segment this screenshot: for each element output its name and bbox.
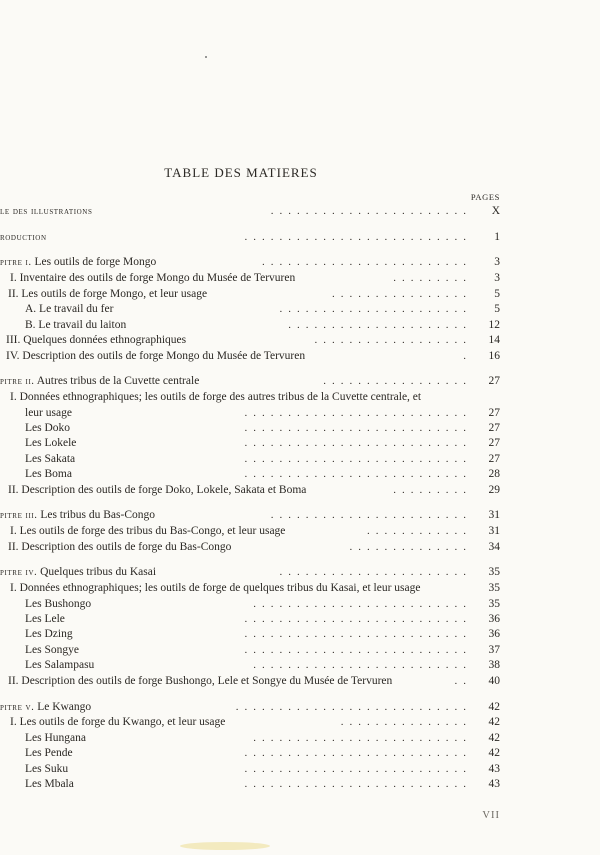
dot-leader: ............... [340, 716, 472, 728]
toc-entry-label: Les Mbala [25, 776, 78, 792]
toc-entry-label [0, 203, 96, 220]
toc-entry-page: 40 [488, 675, 500, 687]
toc-entry-heading: pitre i. [0, 257, 32, 268]
toc-entry-page: 34 [488, 541, 500, 553]
toc-entry [0, 745, 500, 761]
toc-entry-subtitle: Autres tribus de la Cuvette centrale [34, 375, 200, 387]
toc-entry [0, 203, 500, 219]
dot-leader: ................. [323, 375, 472, 387]
toc-entry-label: II. Les outils de forge Mongo, et leur usage [8, 286, 211, 302]
toc-entry-page: 12 [488, 319, 500, 331]
toc-entry [0, 761, 500, 777]
dot-leader: ......................... [253, 598, 472, 610]
dot-leader: ......... [393, 484, 472, 496]
toc-entry-label: I. Données ethnographiques; les outils de forge de quelques tribus du Kasai, et leur usage [10, 580, 425, 596]
toc-entry-page: 43 [488, 778, 500, 790]
toc-entry-page: 5 [494, 303, 500, 315]
toc-entry [0, 642, 500, 658]
toc-entry-page: 35 [488, 598, 500, 610]
toc-entry-heading: roduction [0, 232, 47, 243]
toc-entry-label [0, 507, 159, 524]
toc-entry-page: 37 [488, 644, 500, 656]
toc-entry-heading: le des illustrations [0, 206, 93, 217]
toc-entry [0, 611, 500, 627]
toc-entry [0, 539, 500, 555]
toc-entry-page: 27 [488, 375, 500, 387]
dot-leader: .............. [349, 541, 472, 553]
toc-entry-label: II. Description des outils de forge Doko, Lokele, Sakata et Boma [8, 482, 310, 498]
toc-entry-label: Les Sakata [25, 451, 79, 467]
toc-entry-label: Les Boma [25, 466, 76, 482]
dot-leader: .......................... [244, 644, 472, 656]
toc-entry-label: Les Doko [25, 420, 74, 436]
toc-entry-subtitle: Quelques tribus du Kasai [37, 566, 157, 578]
toc-entry-page: 42 [488, 701, 500, 713]
toc-entry [0, 254, 500, 270]
toc-entry-heading: pitre iv. [0, 567, 38, 578]
toc-entry [0, 405, 500, 421]
toc-entry-page: 27 [488, 407, 500, 419]
toc-entry-label: Les Pende [25, 745, 77, 761]
dot-leader: . [463, 350, 472, 362]
toc-entry [0, 286, 500, 302]
toc-entry-page: 27 [488, 453, 500, 465]
toc-entry-page: 31 [488, 509, 500, 521]
toc-entry-label [0, 564, 160, 581]
ink-speck [205, 56, 207, 58]
toc-entry-page: 42 [488, 732, 500, 744]
toc-entry-label: Les Suku [25, 761, 72, 777]
dot-leader: ........................ [262, 256, 472, 268]
toc-entry [0, 301, 500, 317]
toc-entry [0, 317, 500, 333]
dot-leader: ............ [367, 525, 472, 537]
toc-entry [0, 564, 500, 580]
toc-entry-label: III. Quelques données ethnographiques [6, 332, 190, 348]
toc-entry-page: 27 [488, 437, 500, 449]
dot-leader: .......................... [244, 437, 472, 449]
toc-entry-page: 28 [488, 468, 500, 480]
toc-entry-label: Les Lele [25, 611, 69, 627]
toc-entry-page: 36 [488, 628, 500, 640]
toc-entry-page: 42 [488, 716, 500, 728]
dot-leader: ......................... [253, 732, 472, 744]
dot-leader: ........................... [235, 701, 472, 713]
toc-entry-label: B. Le travail du laiton [25, 317, 130, 333]
toc-entry-page: 29 [488, 484, 500, 496]
toc-entry [0, 420, 500, 436]
toc-entry-page: 5 [494, 288, 500, 300]
paper-stain [180, 842, 270, 850]
dot-leader: .......................... [244, 422, 472, 434]
toc-entry [0, 580, 500, 596]
toc-entry-page: 16 [488, 350, 500, 362]
toc-entry [0, 482, 500, 498]
dot-leader: .......................... [244, 747, 472, 759]
toc-entry-label: Les Songye [25, 642, 83, 658]
toc-entry-label: II. Description des outils de forge Bushongo, Lele et Songye du Musée de Tervuren [8, 673, 396, 689]
toc-entry-subtitle: Les tribus du Bas-Congo [37, 509, 156, 521]
toc-entry [0, 389, 500, 405]
toc-entry [0, 523, 500, 539]
toc-entry [0, 348, 500, 364]
toc-entry-label: leur usage [25, 405, 76, 421]
toc-entry-page: 35 [488, 582, 500, 594]
dot-leader: ...................... [279, 303, 472, 315]
toc-entry [0, 776, 500, 792]
toc-entry [0, 451, 500, 467]
dot-leader: .................. [314, 334, 472, 346]
page-title: TABLE DES MATIERES [164, 165, 318, 180]
dot-leader: ...................... [279, 566, 472, 578]
toc-entry [0, 626, 500, 642]
toc-entry-page: 3 [494, 256, 500, 268]
dot-leader: ..................... [288, 319, 472, 331]
dot-leader: .......................... [244, 453, 472, 465]
toc-entry-label: I. Inventaire des outils de forge Mongo du Musée de Tervuren [10, 270, 299, 286]
toc-entry-label: Les Lokele [25, 435, 80, 451]
toc-entry-label [0, 229, 51, 246]
toc-entry [0, 596, 500, 612]
toc-entry [0, 699, 500, 715]
toc-entry-page: 27 [488, 422, 500, 434]
toc-entry [0, 673, 500, 689]
toc-entry [0, 373, 500, 389]
toc-entry [0, 657, 500, 673]
toc-entry-page: 14 [488, 334, 500, 346]
dot-leader: ....................... [270, 509, 472, 521]
toc-entry-label: Les Hungana [25, 730, 90, 746]
dot-leader: ....................... [270, 205, 472, 217]
toc-entry-label: IV. Description des outils de forge Mongo du Musée de Tervuren [6, 348, 309, 364]
pages-column-label: PAGES [470, 192, 500, 202]
toc-entry-page: 1 [494, 231, 500, 243]
toc-entry [0, 714, 500, 730]
dot-leader: ......... [393, 272, 472, 284]
toc-entry-label: Les Salampasu [25, 657, 98, 673]
toc-entry-page: 35 [488, 566, 500, 578]
toc-entry [0, 730, 500, 746]
dot-leader: .......................... [244, 468, 472, 480]
dot-leader: .......................... [244, 763, 472, 775]
toc-entry-label: I. Les outils de forge des tribus du Bas-Congo, et leur usage [10, 523, 289, 539]
toc-entry-page: 31 [488, 525, 500, 537]
toc-entry [0, 466, 500, 482]
dot-leader: .......................... [244, 231, 472, 243]
toc-entry-label: I. Données ethnographiques; les outils de forge des autres tribus de la Cuvette centrale, et [10, 389, 425, 405]
toc-entry-page: X [491, 205, 500, 217]
toc-entry-label: II. Description des outils de forge du Bas-Congo [8, 539, 235, 555]
toc-entry-label [0, 373, 203, 390]
toc-entry-page: 36 [488, 613, 500, 625]
dot-leader: .......................... [244, 407, 472, 419]
toc-entry [0, 435, 500, 451]
toc-entry-subtitle: Le Kwango [34, 701, 92, 713]
toc-entry-heading: pitre ii. [0, 376, 35, 387]
toc-entry-heading: pitre iii. [0, 510, 38, 521]
toc-entry-label: Les Dzing [25, 626, 77, 642]
toc-entry-label [0, 254, 160, 271]
toc-entry-page: 43 [488, 763, 500, 775]
dot-leader: .......................... [244, 613, 472, 625]
dot-leader: .......................... [244, 628, 472, 640]
toc-entry-page: 38 [488, 659, 500, 671]
toc-entry-label: A. Le travail du fer [25, 301, 117, 317]
dot-leader: ................ [332, 288, 472, 300]
toc-entry [0, 507, 500, 523]
toc-entry-page: 42 [488, 747, 500, 759]
toc-entry-label: Les Bushongo [25, 596, 95, 612]
page-number: VII [482, 810, 500, 821]
dot-leader: .......................... [244, 778, 472, 790]
toc-entry [0, 229, 500, 245]
toc-entry-heading: pitre v. [0, 702, 35, 713]
toc-entry-subtitle: Les outils de forge Mongo [31, 256, 157, 268]
toc-entry-page: 3 [494, 272, 500, 284]
dot-leader: ......................... [253, 659, 472, 671]
toc-entry-label: I. Les outils de forge du Kwango, et leur usage [10, 714, 229, 730]
toc-entry [0, 332, 500, 348]
dot-leader: .. [454, 675, 472, 687]
toc-entry [0, 270, 500, 286]
